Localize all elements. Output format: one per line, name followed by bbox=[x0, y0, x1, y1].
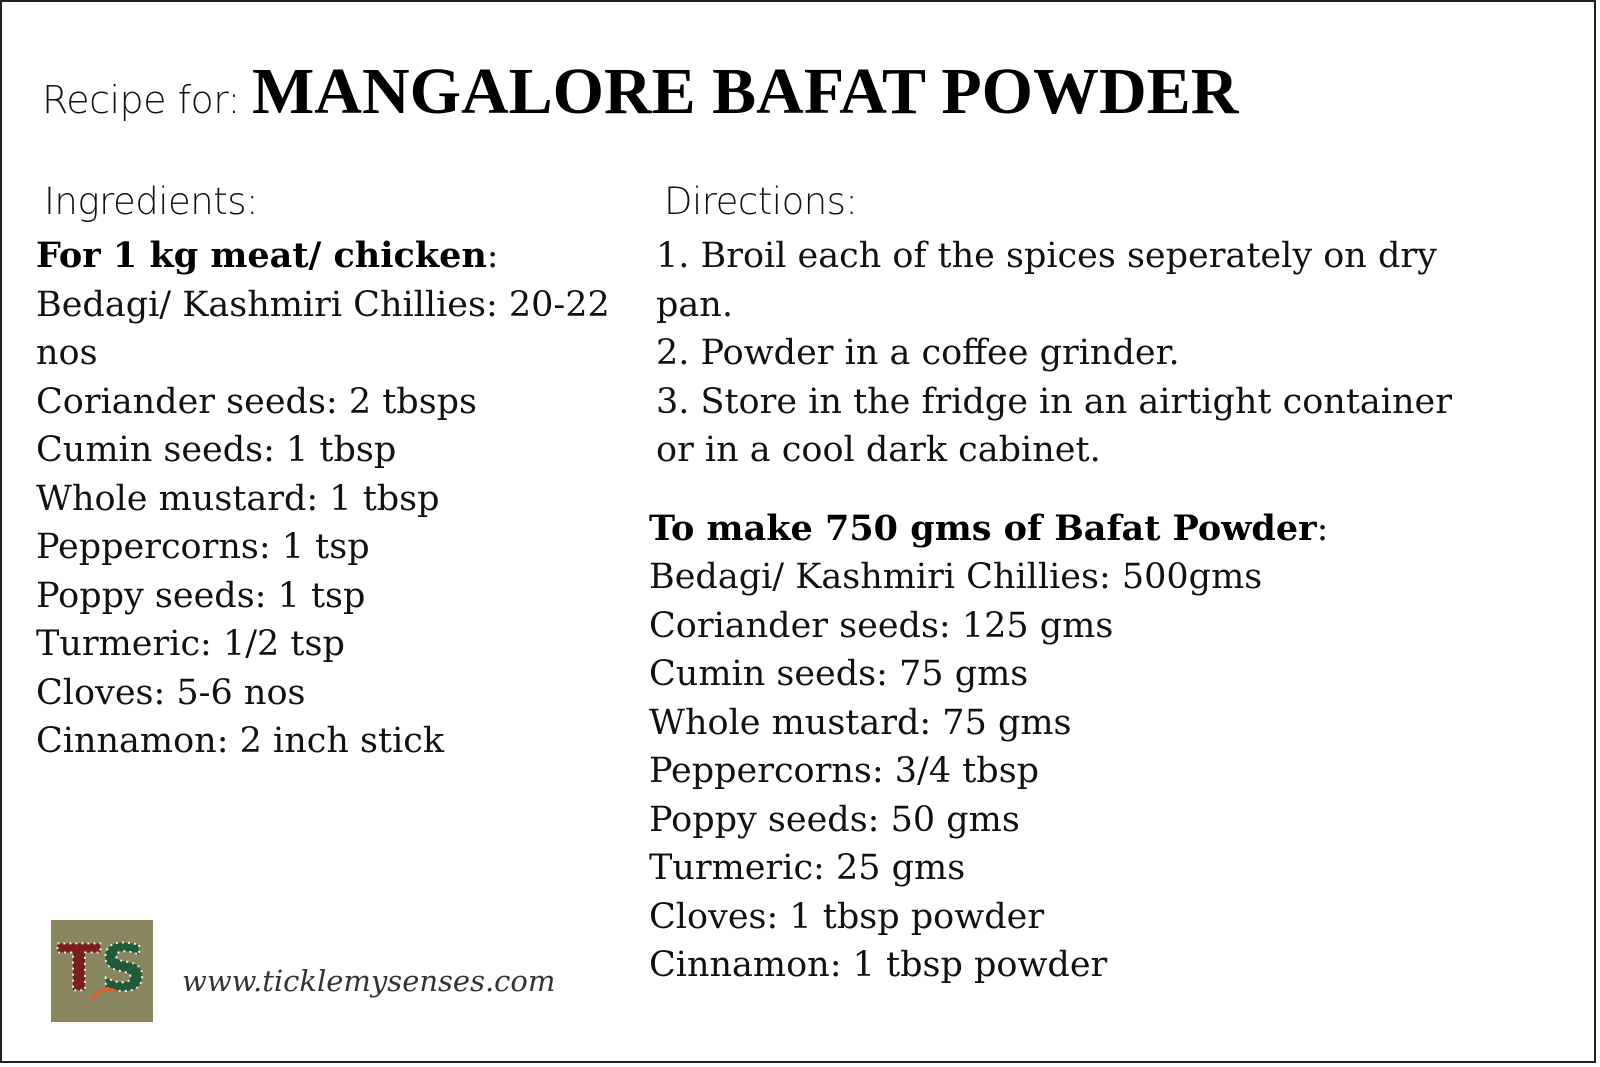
ingredient-item: Cloves: 5-6 nos bbox=[36, 672, 306, 713]
ts-logo-icon bbox=[51, 920, 153, 1022]
website-url: www.ticklemysenses.com bbox=[182, 964, 556, 998]
ingredient-item: Bedagi/ Kashmiri Chillies: 20-22 nos bbox=[36, 284, 610, 373]
ingredient-item: Cinnamon: 2 inch stick bbox=[36, 721, 445, 761]
title-row bbox=[42, 54, 1238, 130]
ingredients-heading: Ingredients: bbox=[44, 180, 258, 223]
bulk-item: Cinnamon: 1 tbsp powder bbox=[649, 945, 1108, 985]
bulk-item: Bedagi/ Kashmiri Chillies: 500gms bbox=[649, 557, 1263, 597]
bulk-item: Coriander seeds: 125 gms bbox=[649, 605, 1114, 646]
bulk-subheading bbox=[649, 505, 1456, 554]
ingredients-subheading bbox=[36, 232, 636, 281]
bulk-item: Poppy seeds: 50 gms bbox=[649, 799, 1020, 840]
bulk-item: Cumin seeds: 75 gms bbox=[649, 654, 1029, 694]
directions-heading: Directions: bbox=[664, 180, 858, 223]
ingredient-item: Whole mustard: 1 tbsp bbox=[36, 478, 440, 519]
ingredient-item: Peppercorns: 1 tsp bbox=[36, 527, 370, 567]
ts-logo-graphic bbox=[51, 920, 153, 1022]
direction-step: 2. Powder in a coffee grinder. bbox=[656, 333, 1180, 373]
direction-step: 3. Store in the fridge in an airtight container or in a cool dark cabinet. bbox=[656, 381, 1452, 470]
ingredient-item: Poppy seeds: 1 tsp bbox=[36, 575, 366, 616]
ingredient-item: Cumin seeds: 1 tbsp bbox=[36, 430, 397, 470]
direction-step: 1. Broil each of the spices seperately on dry pan. bbox=[656, 236, 1437, 325]
recipe-title: MANGALORE BAFAT POWDER bbox=[252, 55, 1239, 128]
bulk-subheading-text: To make 750 gms of Bafat Powder bbox=[649, 507, 1317, 549]
ingredients-subheading-colon: : bbox=[486, 236, 499, 276]
ingredients-subheading-text: For 1 kg meat/ chicken bbox=[36, 235, 487, 276]
bulk-item: Whole mustard: 75 gms bbox=[649, 702, 1072, 743]
ingredient-item: Turmeric: 1/2 tsp bbox=[36, 624, 345, 664]
section-spacer bbox=[656, 475, 1456, 505]
ingredient-item: Coriander seeds: 2 tbsps bbox=[36, 381, 478, 422]
bulk-subheading-colon: : bbox=[1316, 508, 1329, 549]
bulk-item: Cloves: 1 tbsp powder bbox=[649, 896, 1045, 937]
logo-letters: TS bbox=[57, 932, 147, 1006]
directions-column bbox=[649, 178, 1456, 990]
title-prefix: Recipe for: bbox=[42, 78, 240, 122]
bulk-section bbox=[649, 505, 1456, 990]
bulk-item: Peppercorns: 3/4 tbsp bbox=[649, 751, 1040, 791]
bulk-item: Turmeric: 25 gms bbox=[649, 848, 966, 888]
ingredients-column bbox=[36, 178, 636, 766]
